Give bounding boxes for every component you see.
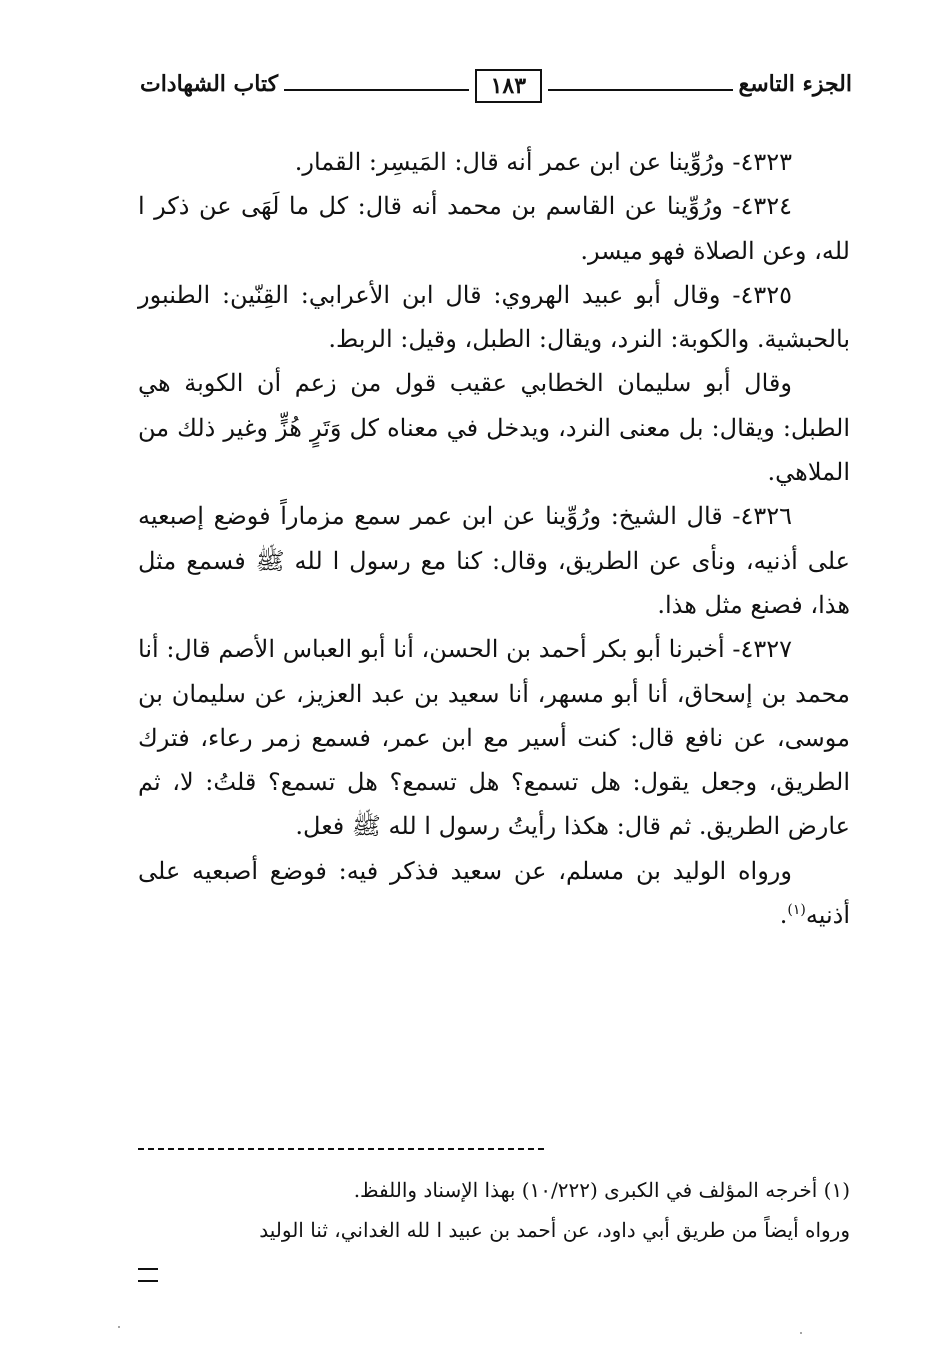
paragraph-4325: ٤٣٢٥- وقال أبو عبيد الهروي: قال ابن الأعرابي: القِنّين: الطنبور بالحبشية. والكوبة: النرد، ويقال: الطبل، وقيل: الربط. xyxy=(138,280,850,354)
paragraph-4327: ٤٣٢٧- أخبرنا أبو بكر أحمد بن الحسن، أنا أبو العباس الأصم قال: أنا محمد بن إسحاق، أنا أبو مسهر، أنا سعيد بن عبد العزيز، عن سليمان بن موسى، عن نافع قال: كنت أسير مع ابن عمر، فسمع زمر رعاء، فترك الطريق، وجعل يقول: هل تسمع؟ هل تسمع؟ هل تسمع؟ قلتُ: لا، ثم عارض الطريق. ثم قال: هكذا رأيتُ رسول ا لله ﷺ فعل. xyxy=(138,635,850,841)
footnote-separator xyxy=(138,1148,544,1150)
paragraph-4326: ٤٣٢٦- قال الشيخ: ورُوِّينا عن ابن عمر سمع مزماراً فوضع إصبعيه على أذنيه، ونأى عن الطريق، وقال: كنا مع رسول ا لله ﷺ فسمع مثل هذا، فصنع مثل هذا. xyxy=(138,502,850,619)
scan-speck xyxy=(800,1332,802,1334)
paragraph-walid xyxy=(138,849,850,938)
scan-speck xyxy=(118,1326,120,1328)
main-text xyxy=(138,140,850,937)
paragraph-4323: ٤٣٢٣- ورُوِّينا عن ابن عمر أنه قال: المَيسِر: القمار. xyxy=(294,148,792,176)
footnote-ref: (١) xyxy=(787,902,806,919)
running-header xyxy=(140,64,852,104)
volume-label: الجزء التاسع xyxy=(738,71,852,97)
continuation-mark xyxy=(138,1268,158,1282)
book-title: كتاب الشهادات xyxy=(139,71,279,97)
paragraph-walid-text: ورواه الوليد بن مسلم، عن سعيد فذكر فيه: فوضع أصبعيه على أذنيه xyxy=(138,856,850,930)
footnote-continuation: ورواه أيضاً من طريق أبي داود، عن أحمد بن عبيد ا لله الغداني، ثنا الوليد xyxy=(259,1218,850,1242)
footnotes xyxy=(138,1170,850,1250)
paragraph-walid-end: . xyxy=(779,901,788,930)
paragraph-4324: ٤٣٢٤- ورُوِّينا عن القاسم بن محمد أنه قال: كل ما لَهَى عن ذكر ا لله، وعن الصلاة فهو ميسر. xyxy=(138,192,850,265)
header-rule-left xyxy=(284,89,469,91)
header-rule-right xyxy=(548,89,733,91)
page-number: ١٨٣ xyxy=(475,69,542,103)
paragraph-khattabi: وقال أبو سليمان الخطابي عقيب قول من زعم أن الكوبة هي الطبل: ويقال: بل معنى النرد، ويدخل في معناه كل وَتَرٍ هُزٍّ وغير ذلك من الملاهي. xyxy=(138,369,850,487)
footnote-1: (١) أخرجه المؤلف في الكبرى (١٠/٢٢٢) بهذا الإسناد واللفظ. xyxy=(353,1178,850,1202)
